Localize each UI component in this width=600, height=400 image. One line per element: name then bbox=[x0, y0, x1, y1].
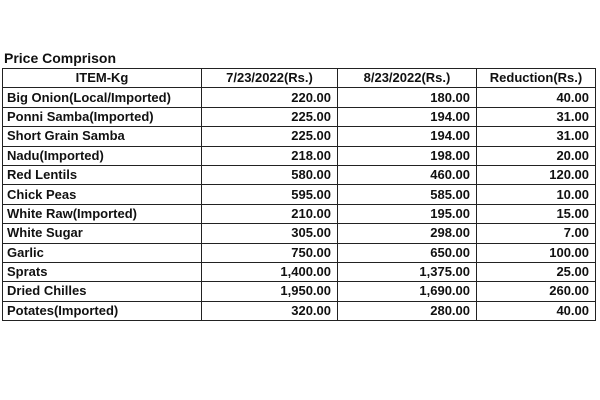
august-price: 460.00 bbox=[338, 165, 477, 184]
header-july-price: 7/23/2022(Rs.) bbox=[202, 69, 338, 88]
item-name: Ponni Samba(Imported) bbox=[3, 107, 202, 126]
august-price: 194.00 bbox=[338, 127, 477, 146]
table-row bbox=[3, 243, 596, 262]
july-price: 595.00 bbox=[202, 185, 338, 204]
july-price: 1,400.00 bbox=[202, 262, 338, 281]
document-title: Price Comprison bbox=[4, 50, 117, 66]
item-name: White Raw(Imported) bbox=[3, 204, 202, 223]
reduction: 7.00 bbox=[477, 224, 596, 243]
reduction: 260.00 bbox=[477, 282, 596, 301]
table-row bbox=[3, 88, 596, 107]
reduction: 20.00 bbox=[477, 146, 596, 165]
july-price: 218.00 bbox=[202, 146, 338, 165]
august-price: 650.00 bbox=[338, 243, 477, 262]
table-row bbox=[3, 165, 596, 184]
july-price: 320.00 bbox=[202, 301, 338, 320]
item-name: Sprats bbox=[3, 262, 202, 281]
august-price: 198.00 bbox=[338, 146, 477, 165]
reduction: 25.00 bbox=[477, 262, 596, 281]
august-price: 298.00 bbox=[338, 224, 477, 243]
table-row bbox=[3, 107, 596, 126]
reduction: 15.00 bbox=[477, 204, 596, 223]
july-price: 580.00 bbox=[202, 165, 338, 184]
table-body bbox=[3, 88, 596, 321]
august-price: 195.00 bbox=[338, 204, 477, 223]
item-name: Dried Chilles bbox=[3, 282, 202, 301]
table-row bbox=[3, 301, 596, 320]
july-price: 750.00 bbox=[202, 243, 338, 262]
reduction: 40.00 bbox=[477, 88, 596, 107]
reduction: 10.00 bbox=[477, 185, 596, 204]
august-price: 180.00 bbox=[338, 88, 477, 107]
table-row bbox=[3, 282, 596, 301]
july-price: 305.00 bbox=[202, 224, 338, 243]
july-price: 210.00 bbox=[202, 204, 338, 223]
july-price: 225.00 bbox=[202, 127, 338, 146]
reduction: 40.00 bbox=[477, 301, 596, 320]
table-row bbox=[3, 224, 596, 243]
table-row bbox=[3, 262, 596, 281]
august-price: 1,375.00 bbox=[338, 262, 477, 281]
item-name: Garlic bbox=[3, 243, 202, 262]
table-row bbox=[3, 204, 596, 223]
table-row bbox=[3, 146, 596, 165]
item-name: Big Onion(Local/Imported) bbox=[3, 88, 202, 107]
reduction: 31.00 bbox=[477, 127, 596, 146]
item-name: Potates(Imported) bbox=[3, 301, 202, 320]
reduction: 31.00 bbox=[477, 107, 596, 126]
august-price: 280.00 bbox=[338, 301, 477, 320]
july-price: 225.00 bbox=[202, 107, 338, 126]
july-price: 1,950.00 bbox=[202, 282, 338, 301]
reduction: 120.00 bbox=[477, 165, 596, 184]
header-item: ITEM-Kg bbox=[3, 69, 202, 88]
reduction: 100.00 bbox=[477, 243, 596, 262]
item-name: Short Grain Samba bbox=[3, 127, 202, 146]
august-price: 194.00 bbox=[338, 107, 477, 126]
table-row bbox=[3, 127, 596, 146]
item-name: Red Lentils bbox=[3, 165, 202, 184]
august-price: 585.00 bbox=[338, 185, 477, 204]
july-price: 220.00 bbox=[202, 88, 338, 107]
item-name: Nadu(Imported) bbox=[3, 146, 202, 165]
item-name: Chick Peas bbox=[3, 185, 202, 204]
table-header-row bbox=[3, 69, 596, 88]
header-reduction: Reduction(Rs.) bbox=[477, 69, 596, 88]
header-august-price: 8/23/2022(Rs.) bbox=[338, 69, 477, 88]
august-price: 1,690.00 bbox=[338, 282, 477, 301]
table-row bbox=[3, 185, 596, 204]
price-comparison-table bbox=[2, 68, 596, 321]
item-name: White Sugar bbox=[3, 224, 202, 243]
